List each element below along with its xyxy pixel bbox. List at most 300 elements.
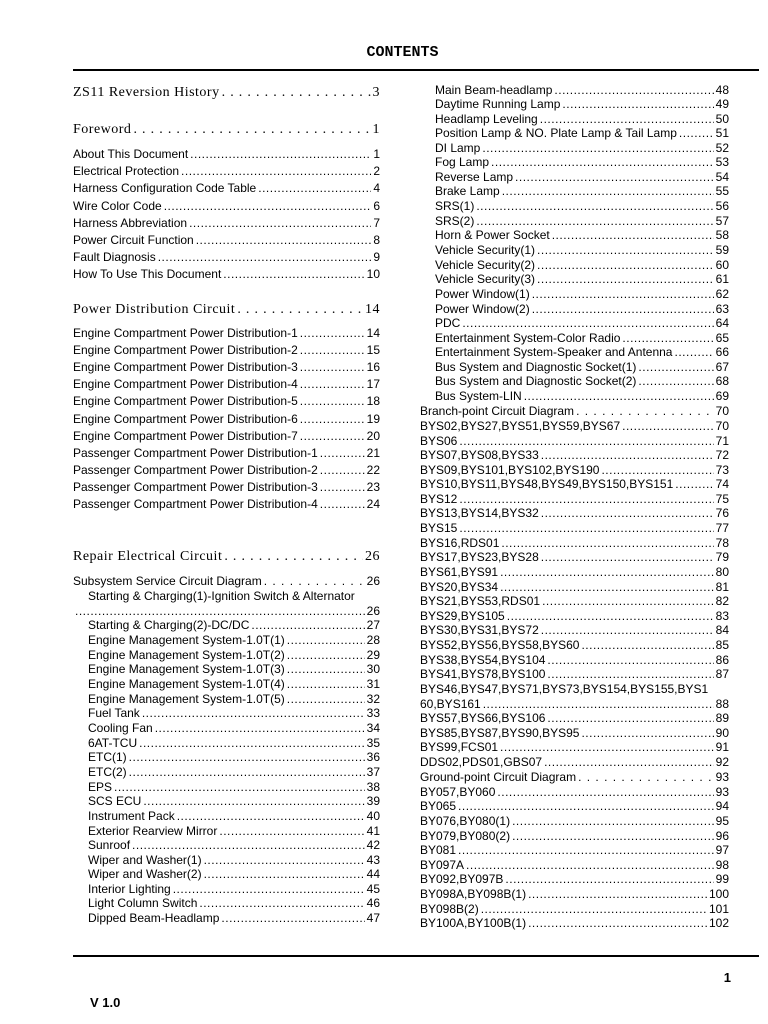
- toc-entry-text[interactable]: Starting & Charging(1)-Ignition Switch & Alternator: [88, 589, 355, 603]
- toc-page-number: 20: [366, 429, 380, 443]
- dot-leader: [512, 829, 714, 843]
- toc-page-number: 21: [366, 446, 380, 460]
- toc-entry-title: Engine Compartment Power Distribution-7: [73, 429, 298, 443]
- toc-entry[interactable]: [435, 228, 729, 242]
- toc-page-number: 81: [715, 580, 729, 594]
- toc-entry-title: Bus System-LIN: [435, 389, 522, 403]
- toc-section-heading[interactable]: [73, 303, 380, 317]
- toc-page-number: 29: [366, 648, 380, 662]
- toc-entry-title: 60,BYS161: [420, 697, 481, 711]
- toc-entry[interactable]: [88, 809, 380, 823]
- toc-entry[interactable]: [420, 726, 729, 740]
- toc-entry[interactable]: [73, 446, 380, 460]
- toc-entry[interactable]: [73, 463, 380, 477]
- toc-entry[interactable]: [435, 184, 729, 198]
- toc-entry-title: Exterior Rearview Mirror: [88, 824, 218, 838]
- dot-leader: [320, 463, 365, 477]
- toc-entry[interactable]: [420, 580, 729, 594]
- toc-entry[interactable]: [420, 653, 729, 667]
- toc-entry[interactable]: [420, 711, 729, 725]
- toc-page-number: 6: [373, 199, 380, 213]
- toc-entry-title: BYS21,BYS53,RDS01: [420, 594, 541, 608]
- toc-page-number: 70: [715, 419, 729, 433]
- toc-page-number: 24: [366, 497, 380, 511]
- toc-entry[interactable]: [420, 638, 729, 652]
- toc-entry[interactable]: [435, 287, 729, 301]
- toc-entry-title: Power Distribution Circuit: [73, 302, 236, 317]
- toc-entry[interactable]: [88, 736, 380, 750]
- toc-entry-title: Electrical Protection: [73, 164, 180, 178]
- toc-page-number: 92: [715, 755, 729, 769]
- toc-page-number: 14: [365, 302, 380, 317]
- toc-entry-title: BYS57,BYS66,BYS106: [420, 711, 546, 725]
- toc-entry[interactable]: [88, 911, 380, 925]
- toc-entry[interactable]: [73, 181, 380, 195]
- toc-entry-title: SRS(1): [435, 199, 475, 213]
- toc-entry[interactable]: [88, 662, 380, 676]
- dot-leader: [114, 780, 365, 794]
- toc-page-number: 55: [715, 184, 729, 198]
- dot-leader: [541, 623, 714, 637]
- toc-page-number: 68: [715, 374, 729, 388]
- toc-entry-title: How To Use This Document: [73, 267, 222, 281]
- toc-entry-title: Engine Compartment Power Distribution-1: [73, 326, 298, 340]
- dot-leader: [287, 662, 365, 676]
- dot-leader: [512, 814, 714, 828]
- toc-entry[interactable]: [88, 867, 380, 881]
- toc-section-heading[interactable]: [73, 86, 380, 100]
- toc-page-number: 66: [715, 345, 729, 359]
- toc-entry-title: ZS11 Reversion History: [73, 85, 220, 100]
- dot-leader: [476, 199, 713, 213]
- toc-page-number: 80: [715, 565, 729, 579]
- toc-entry[interactable]: [420, 536, 729, 550]
- toc-page-number: 100: [708, 887, 729, 901]
- toc-entry-title: Repair Electrical Circuit: [73, 549, 223, 564]
- toc-entry-title: Engine Compartment Power Distribution-2: [73, 343, 298, 357]
- toc-page-number: 74: [715, 477, 729, 491]
- dot-leader: [142, 706, 365, 720]
- dot-leader: [459, 434, 713, 448]
- toc-entry[interactable]: [435, 374, 729, 388]
- toc-entry[interactable]: [420, 785, 729, 799]
- toc-page-number: 18: [366, 394, 380, 408]
- toc-entry-title: Fault Diagnosis: [73, 250, 156, 264]
- toc-entry[interactable]: [420, 799, 729, 813]
- dot-leader: [264, 574, 365, 588]
- toc-page-number: 101: [708, 902, 729, 916]
- toc-entry-title: ETC(1): [88, 750, 127, 764]
- dot-leader: [219, 824, 364, 838]
- toc-page-number: 31: [366, 677, 380, 691]
- toc-entry[interactable]: [435, 331, 729, 345]
- dot-leader: [158, 250, 372, 264]
- dot-leader: [581, 726, 713, 740]
- toc-entry[interactable]: [435, 243, 729, 257]
- toc-entry-title: BYS06: [420, 434, 458, 448]
- toc-entry[interactable]: [420, 521, 729, 535]
- toc-entry-title: Engine Management System-1.0T(4): [88, 677, 285, 691]
- toc-entry-title: BY076,BY080(1): [420, 814, 511, 828]
- toc-entry-title: BYS29,BYS105: [420, 609, 505, 623]
- toc-entry[interactable]: [435, 112, 729, 126]
- toc-page-number: 32: [366, 692, 380, 706]
- version-label: V 1.0: [90, 995, 121, 1010]
- toc-entry[interactable]: [435, 199, 729, 213]
- toc-page-number: 99: [715, 872, 729, 886]
- toc-entry[interactable]: [420, 858, 729, 872]
- dot-leader: [190, 147, 371, 161]
- toc-entry[interactable]: [88, 780, 380, 794]
- dot-leader: [674, 345, 713, 359]
- dot-leader: [458, 799, 714, 813]
- toc-entry[interactable]: [88, 677, 380, 691]
- toc-page-number: 97: [715, 843, 729, 857]
- dot-leader: [544, 755, 714, 769]
- toc-entry[interactable]: [420, 667, 729, 681]
- dot-leader: [287, 648, 365, 662]
- toc-entry[interactable]: [73, 412, 380, 426]
- toc-page-number: 3: [372, 85, 380, 100]
- toc-page-number: 54: [715, 170, 729, 184]
- dot-leader: [287, 692, 365, 706]
- toc-entry[interactable]: [73, 199, 380, 213]
- dot-leader: [622, 331, 713, 345]
- toc-entry[interactable]: [73, 326, 380, 340]
- toc-page-number: 82: [715, 594, 729, 608]
- toc-entry[interactable]: [420, 623, 729, 637]
- toc-page-number: 70: [715, 404, 729, 418]
- dot-leader: [181, 164, 371, 178]
- toc-page-number: 10: [366, 267, 380, 281]
- toc-page-number: 58: [715, 228, 729, 242]
- toc-entry[interactable]: [88, 721, 380, 735]
- dot-leader: [132, 838, 365, 852]
- toc-entry-title: BY081: [420, 843, 457, 857]
- toc-entry-title: SCS ECU: [88, 794, 142, 808]
- dot-leader: [541, 550, 714, 564]
- toc-entry-title: Interior Lighting: [88, 882, 171, 896]
- toc-entry-text[interactable]: BYS46,BYS47,BYS71,BYS73,BYS154,BYS155,BYS1: [420, 682, 709, 696]
- toc-entry[interactable]: [73, 377, 380, 391]
- dot-leader: [528, 887, 707, 901]
- toc-page-number: 35: [366, 736, 380, 750]
- dot-leader: [541, 506, 714, 520]
- dot-leader: [500, 740, 714, 754]
- dot-leader: [300, 412, 365, 426]
- dot-leader: [532, 287, 714, 301]
- dot-leader: [129, 765, 365, 779]
- toc-page-number: 53: [715, 155, 729, 169]
- toc-entry[interactable]: [420, 872, 729, 886]
- toc-page-number: 17: [366, 377, 380, 391]
- toc-page-number: 61: [715, 272, 729, 286]
- dot-leader: [459, 492, 713, 506]
- toc-entry[interactable]: [88, 692, 380, 706]
- dot-leader: [196, 233, 372, 247]
- dot-leader: [554, 83, 713, 97]
- toc-entry[interactable]: [73, 429, 380, 443]
- toc-section-heading[interactable]: [73, 550, 380, 564]
- toc-entry-title: BYS07,BYS08,BYS33: [420, 448, 539, 462]
- toc-entry[interactable]: [420, 770, 729, 784]
- dot-leader: [459, 521, 713, 535]
- toc-entry-title: Foreword: [73, 122, 132, 137]
- toc-entry[interactable]: [420, 829, 729, 843]
- toc-entry[interactable]: [73, 574, 380, 588]
- toc-entry[interactable]: [73, 147, 380, 161]
- dot-leader: [483, 697, 714, 711]
- toc-page-number: 51: [715, 126, 729, 140]
- toc-page-number: 26: [365, 549, 380, 564]
- toc-entry[interactable]: [420, 565, 729, 579]
- toc-entry[interactable]: [73, 164, 380, 178]
- toc-page-number: 73: [715, 463, 729, 477]
- toc-entry-title: Dipped Beam-Headlamp: [88, 911, 220, 925]
- dot-leader: [199, 896, 364, 910]
- toc-entry-title: BY057,BY060: [420, 785, 496, 799]
- toc-entry[interactable]: [73, 604, 380, 618]
- toc-page-number: 26: [366, 604, 380, 618]
- toc-entry-title: Position Lamp & NO. Plate Lamp & Tail Lamp: [435, 126, 677, 140]
- toc-entry[interactable]: [88, 882, 380, 896]
- toc-entry[interactable]: [420, 902, 729, 916]
- toc-page-number: 15: [366, 343, 380, 357]
- dot-leader: [541, 448, 714, 462]
- toc-page-number: 16: [366, 360, 380, 374]
- toc-entry[interactable]: [420, 755, 729, 769]
- toc-entry[interactable]: [73, 360, 380, 374]
- toc-entry[interactable]: [73, 480, 380, 494]
- toc-page-number: 43: [366, 853, 380, 867]
- dot-leader: [502, 184, 714, 198]
- toc-entry-title: Bus System and Diagnostic Socket(2): [435, 374, 637, 388]
- toc-entry-title: Fog Lamp: [435, 155, 490, 169]
- toc-page-number: 62: [715, 287, 729, 301]
- dot-leader: [515, 170, 714, 184]
- toc-entry[interactable]: [435, 302, 729, 316]
- toc-page-number: 39: [366, 794, 380, 808]
- toc-page-number: 89: [715, 711, 729, 725]
- dot-leader: [221, 911, 364, 925]
- toc-page-number: 33: [366, 706, 380, 720]
- dot-leader: [300, 394, 365, 408]
- toc-entry-title: BYS15: [420, 521, 458, 535]
- toc-entry-title: Light Column Switch: [88, 896, 198, 910]
- toc-page-number: 93: [715, 770, 729, 784]
- toc-entry[interactable]: [420, 404, 729, 418]
- toc-entry[interactable]: [420, 419, 729, 433]
- toc-page-number: 47: [366, 911, 380, 925]
- toc-page-number: 46: [366, 896, 380, 910]
- toc-entry-title: Horn & Power Socket: [435, 228, 550, 242]
- toc-entry[interactable]: [88, 838, 380, 852]
- toc-entry-title: BYS38,BYS54,BYS104: [420, 653, 546, 667]
- toc-entry[interactable]: [73, 497, 380, 511]
- toc-page-number: 19: [366, 412, 380, 426]
- toc-entry[interactable]: [73, 233, 380, 247]
- toc-entry-title: Branch-point Circuit Diagram: [420, 404, 575, 418]
- toc-page-number: 14: [366, 326, 380, 340]
- toc-entry[interactable]: [88, 750, 380, 764]
- dot-leader: [204, 867, 365, 881]
- dot-leader: [287, 677, 365, 691]
- toc-page-number: 96: [715, 829, 729, 843]
- toc-entry[interactable]: [88, 706, 380, 720]
- dot-leader: [500, 565, 714, 579]
- dot-leader: [675, 477, 713, 491]
- toc-page-number: 49: [715, 97, 729, 111]
- dot-leader: [300, 343, 365, 357]
- dot-leader: [547, 711, 713, 725]
- page-number: 1: [723, 970, 731, 985]
- toc-entry-title: Power Window(2): [435, 302, 530, 316]
- toc-entry-title: BYS16,RDS01: [420, 536, 500, 550]
- toc-entry[interactable]: [420, 594, 729, 608]
- dot-leader: [164, 199, 372, 213]
- toc-entry[interactable]: [73, 250, 380, 264]
- toc-entry-title: BY098B(2): [420, 902, 479, 916]
- page-title: CONTENTS: [366, 44, 439, 61]
- toc-entry-title: BYS61,BYS91: [420, 565, 499, 579]
- toc-entry[interactable]: [420, 477, 729, 491]
- toc-entry[interactable]: [435, 345, 729, 359]
- toc-entry[interactable]: [88, 648, 380, 662]
- dot-leader: [251, 618, 364, 632]
- toc-entry[interactable]: [88, 765, 380, 779]
- toc-page-number: 28: [366, 633, 380, 647]
- toc-entry[interactable]: [420, 916, 729, 930]
- toc-entry-title: Passenger Compartment Power Distribution-1: [73, 446, 318, 460]
- toc-entry[interactable]: [435, 214, 729, 228]
- toc-entry-title: Wiper and Washer(1): [88, 853, 202, 867]
- toc-entry[interactable]: [435, 97, 729, 111]
- dot-leader: [537, 243, 714, 257]
- toc-entry-title: Engine Compartment Power Distribution-3: [73, 360, 298, 374]
- toc-entry[interactable]: [420, 492, 729, 506]
- toc-entry[interactable]: [435, 126, 729, 140]
- toc-entry[interactable]: [435, 258, 729, 272]
- toc-entry[interactable]: [420, 740, 729, 754]
- toc-entry[interactable]: [420, 550, 729, 564]
- toc-entry[interactable]: [88, 896, 380, 910]
- toc-entry[interactable]: [420, 463, 729, 477]
- dot-leader: [139, 736, 365, 750]
- toc-entry-title: BY065: [420, 799, 457, 813]
- toc-entry[interactable]: [420, 814, 729, 828]
- toc-entry-title: BYS41,BYS78,BYS100: [420, 667, 546, 681]
- toc-entry-title: About This Document: [73, 147, 189, 161]
- toc-entry-title: Sunroof: [88, 838, 131, 852]
- toc-entry[interactable]: [435, 83, 729, 97]
- toc-section-heading[interactable]: [73, 123, 380, 137]
- toc-page-number: 77: [715, 521, 729, 535]
- dot-leader: [129, 750, 365, 764]
- toc-entry-title: Headlamp Leveling: [435, 112, 538, 126]
- dot-leader: [638, 360, 713, 374]
- toc-entry[interactable]: [435, 272, 729, 286]
- dot-leader: [204, 853, 365, 867]
- toc-entry[interactable]: [88, 618, 380, 632]
- toc-entry[interactable]: [88, 853, 380, 867]
- toc-entry[interactable]: [435, 155, 729, 169]
- toc-page-number: 41: [366, 824, 380, 838]
- dot-leader: [537, 272, 714, 286]
- toc-entry[interactable]: [88, 794, 380, 808]
- toc-entry-title: Ground-point Circuit Diagram: [420, 770, 577, 784]
- toc-entry[interactable]: [420, 609, 729, 623]
- toc-page-number: 4: [373, 181, 380, 195]
- toc-page-number: 2: [373, 164, 380, 178]
- toc-page-number: 64: [715, 316, 729, 330]
- toc-entry-title: Subsystem Service Circuit Diagram: [73, 574, 262, 588]
- toc-page-number: 90: [715, 726, 729, 740]
- toc-entry-title: DI Lamp: [435, 141, 481, 155]
- top-rule: [73, 69, 759, 71]
- dot-leader: [601, 463, 713, 477]
- dot-leader: [542, 594, 714, 608]
- toc-entry[interactable]: [73, 216, 380, 230]
- toc-page-number: 88: [715, 697, 729, 711]
- toc-entry[interactable]: [73, 267, 380, 281]
- toc-entry-title: Passenger Compartment Power Distribution-2: [73, 463, 318, 477]
- toc-entry-title: Wire Color Code: [73, 199, 162, 213]
- toc-entry[interactable]: [435, 360, 729, 374]
- toc-page-number: 57: [715, 214, 729, 228]
- toc-page-number: 98: [715, 858, 729, 872]
- toc-entry[interactable]: [420, 434, 729, 448]
- toc-entry-title: Power Window(1): [435, 287, 530, 301]
- toc-entry-title: Engine Management System-1.0T(2): [88, 648, 285, 662]
- toc-entry[interactable]: [435, 170, 729, 184]
- toc-entry-title: Vehicle Security(1): [435, 243, 536, 257]
- toc-page-number: 94: [715, 799, 729, 813]
- dot-leader: [679, 126, 714, 140]
- dot-leader: [547, 667, 713, 681]
- toc-page-number: 1: [372, 122, 380, 137]
- toc-entry-title: BYS52,BYS56,BYS58,BYS60: [420, 638, 580, 652]
- toc-page-number: 60: [715, 258, 729, 272]
- toc-entry[interactable]: [88, 633, 380, 647]
- toc-page-number: 40: [366, 809, 380, 823]
- toc-entry[interactable]: [420, 506, 729, 520]
- toc-entry[interactable]: [435, 389, 729, 403]
- toc-entry[interactable]: [435, 141, 729, 155]
- toc-page-number: 8: [373, 233, 380, 247]
- dot-leader: [491, 155, 714, 169]
- toc-page-number: 65: [715, 331, 729, 345]
- toc-entry[interactable]: [435, 316, 729, 330]
- toc-entry[interactable]: [420, 697, 729, 711]
- toc-entry[interactable]: [420, 448, 729, 462]
- toc-entry-title: BYS30,BYS31,BYS72: [420, 623, 539, 637]
- toc-page-number: 78: [715, 536, 729, 550]
- dot-leader: [224, 550, 363, 564]
- dot-leader: [189, 216, 371, 230]
- toc-page-number: 87: [715, 667, 729, 681]
- toc-entry[interactable]: [420, 843, 729, 857]
- toc-entry-title: Instrument Pack: [88, 809, 175, 823]
- dot-leader: [466, 858, 714, 872]
- toc-entry[interactable]: [420, 887, 729, 901]
- toc-entry-title: BYS13,BYS14,BYS32: [420, 506, 539, 520]
- toc-page-number: 75: [715, 492, 729, 506]
- toc-entry-title: DDS02,PDS01,GBS07: [420, 755, 543, 769]
- toc-entry[interactable]: [73, 343, 380, 357]
- toc-entry[interactable]: [88, 824, 380, 838]
- toc-entry-title: BYS17,BYS23,BYS28: [420, 550, 539, 564]
- toc-entry[interactable]: [73, 394, 380, 408]
